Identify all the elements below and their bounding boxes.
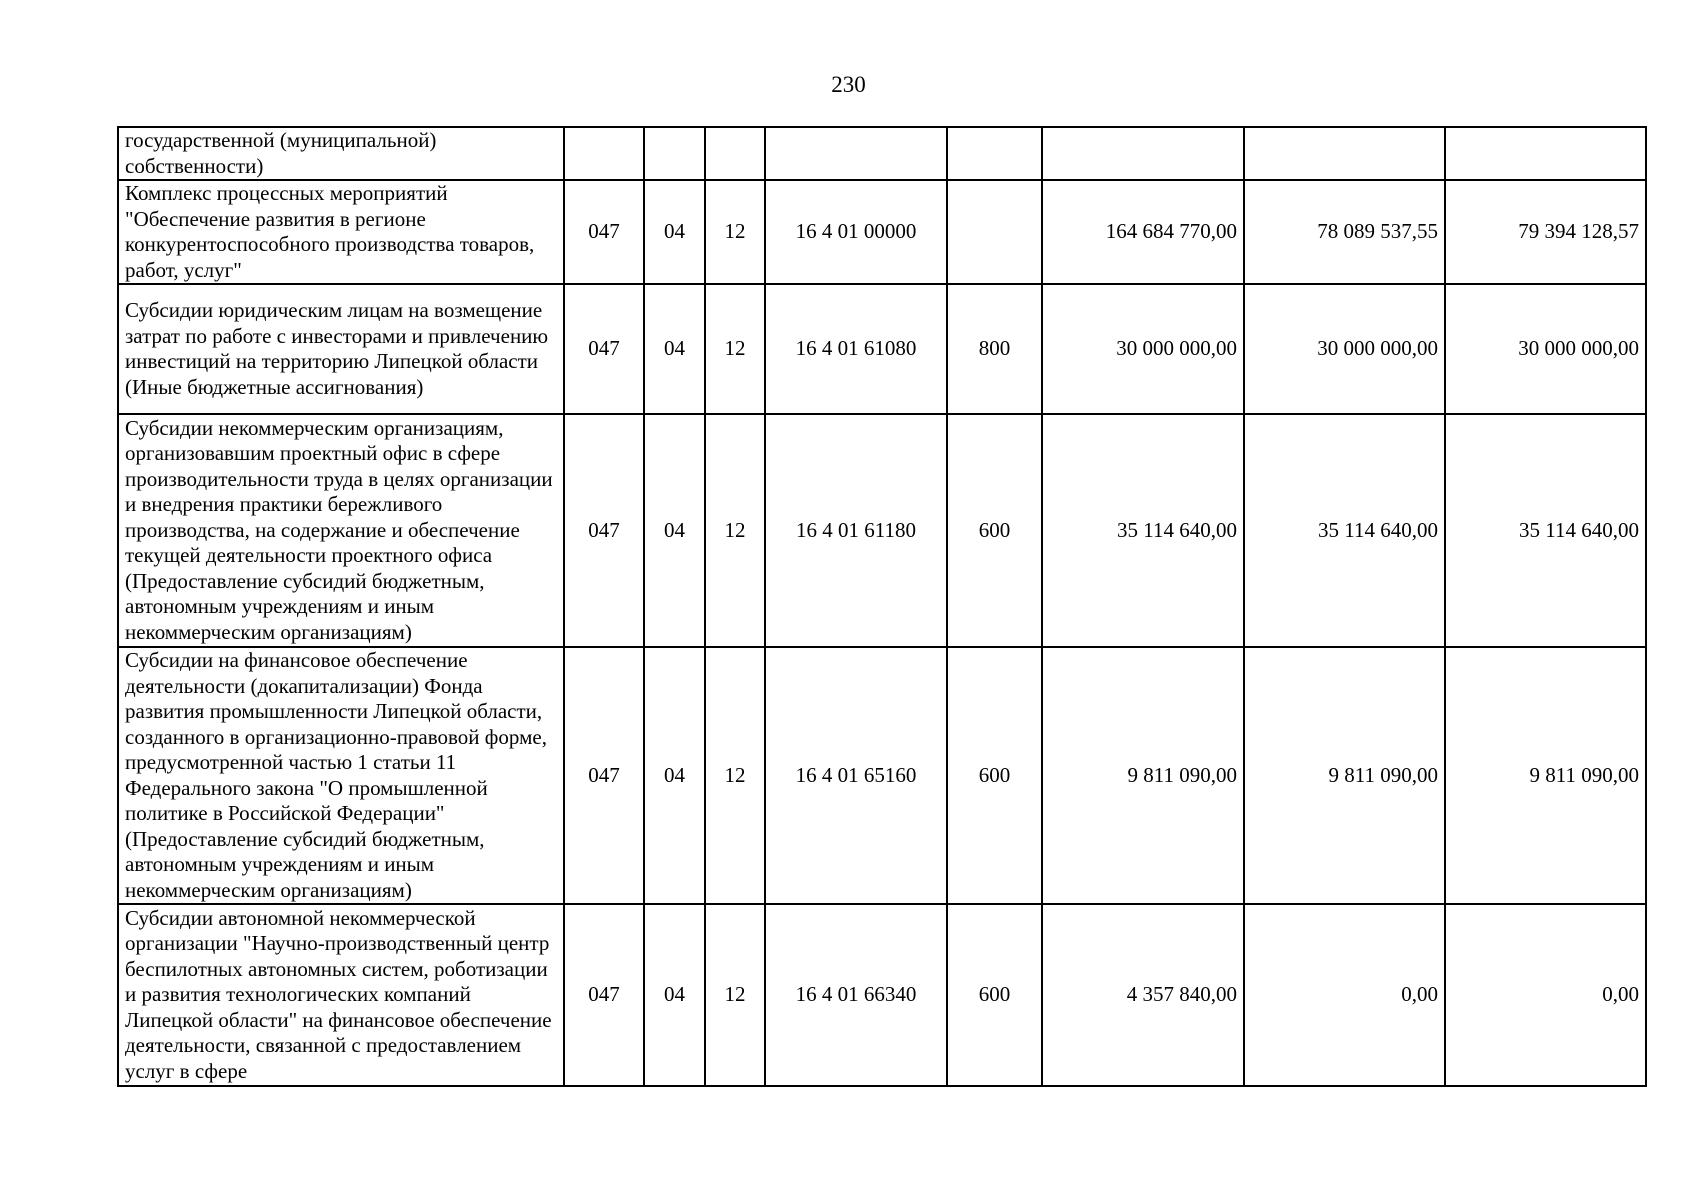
admin-code: 047	[564, 647, 644, 904]
amount-year-1: 9 811 090,00	[1042, 647, 1244, 904]
amount-year-2	[1244, 127, 1445, 180]
table-row	[118, 180, 1646, 284]
subsection-code	[705, 127, 765, 180]
subsection-code: 12	[705, 284, 765, 414]
subsection-code: 12	[705, 414, 765, 647]
target-code: 16 4 01 61080	[765, 284, 947, 414]
page-number: 230	[831, 72, 866, 97]
budget-table	[117, 126, 1647, 1087]
amount-year-1	[1042, 127, 1244, 180]
subsection-code: 12	[705, 904, 765, 1086]
admin-code: 047	[564, 904, 644, 1086]
amount-year-1: 35 114 640,00	[1042, 414, 1244, 647]
row-name: Субсидии некоммерческим организациям, организовавшим проектный офис в сфере производительности труда в целях организации и внедрения практики бережливого производства, на содержание и обеспечение текущей деятельности проектного офиса (Предоставление субсидий бюджетным, автономным учреждениям и иным некоммерческим организациям)	[118, 414, 564, 647]
table-row	[118, 284, 1646, 414]
expense-type-code: 600	[947, 904, 1042, 1086]
amount-year-2: 35 114 640,00	[1244, 414, 1445, 647]
expense-type-code	[947, 127, 1042, 180]
amount-year-3: 30 000 000,00	[1445, 284, 1646, 414]
admin-code: 047	[564, 180, 644, 284]
row-name: Субсидии автономной некоммерческой организации "Научно-производственный центр беспилотных автономных систем, роботизации и развития технологических компаний Липецкой области" на финансовое обеспечение деятельности, связанной с предоставлением услуг в сфере	[118, 904, 564, 1086]
target-code: 16 4 01 61180	[765, 414, 947, 647]
row-name: Комплекс процессных мероприятий "Обеспечение развития в регионе конкурентоспособного производства товаров, работ, услуг"	[118, 180, 564, 284]
amount-year-3	[1445, 127, 1646, 180]
row-name: государственной (муниципальной) собственности)	[118, 127, 564, 180]
table-row	[118, 414, 1646, 647]
table-row	[118, 127, 1646, 180]
amount-year-3: 9 811 090,00	[1445, 647, 1646, 904]
admin-code: 047	[564, 414, 644, 647]
target-code: 16 4 01 65160	[765, 647, 947, 904]
target-code	[765, 127, 947, 180]
section-code: 04	[644, 904, 705, 1086]
amount-year-3: 0,00	[1445, 904, 1646, 1086]
row-name: Субсидии юридическим лицам на возмещение затрат по работе с инвесторами и привлечению инвестиций на территорию Липецкой области (Иные бюджетные ассигнования)	[118, 284, 564, 414]
amount-year-2: 30 000 000,00	[1244, 284, 1445, 414]
section-code: 04	[644, 180, 705, 284]
expense-type-code: 600	[947, 647, 1042, 904]
subsection-code: 12	[705, 647, 765, 904]
subsection-code: 12	[705, 180, 765, 284]
section-code: 04	[644, 647, 705, 904]
section-code: 04	[644, 284, 705, 414]
section-code: 04	[644, 414, 705, 647]
amount-year-1: 4 357 840,00	[1042, 904, 1244, 1086]
section-code	[644, 127, 705, 180]
amount-year-3: 35 114 640,00	[1445, 414, 1646, 647]
expense-type-code	[947, 180, 1042, 284]
amount-year-2: 0,00	[1244, 904, 1445, 1086]
amount-year-1: 30 000 000,00	[1042, 284, 1244, 414]
target-code: 16 4 01 00000	[765, 180, 947, 284]
table-row	[118, 647, 1646, 904]
expense-type-code: 600	[947, 414, 1042, 647]
target-code: 16 4 01 66340	[765, 904, 947, 1086]
expense-type-code: 800	[947, 284, 1042, 414]
amount-year-2: 78 089 537,55	[1244, 180, 1445, 284]
amount-year-3: 79 394 128,57	[1445, 180, 1646, 284]
admin-code: 047	[564, 284, 644, 414]
amount-year-2: 9 811 090,00	[1244, 647, 1445, 904]
admin-code	[564, 127, 644, 180]
row-name: Субсидии на финансовое обеспечение деятельности (докапитализации) Фонда развития промышленности Липецкой области, созданного в организационно-правовой форме, предусмотренной частью 1 статьи 11 Федерального закона "О промышленной политике в Российской Федерации" (Предоставление субсидий бюджетным, автономным учреждениям и иным некоммерческим организациям)	[118, 647, 564, 904]
table-row	[118, 904, 1646, 1086]
amount-year-1: 164 684 770,00	[1042, 180, 1244, 284]
